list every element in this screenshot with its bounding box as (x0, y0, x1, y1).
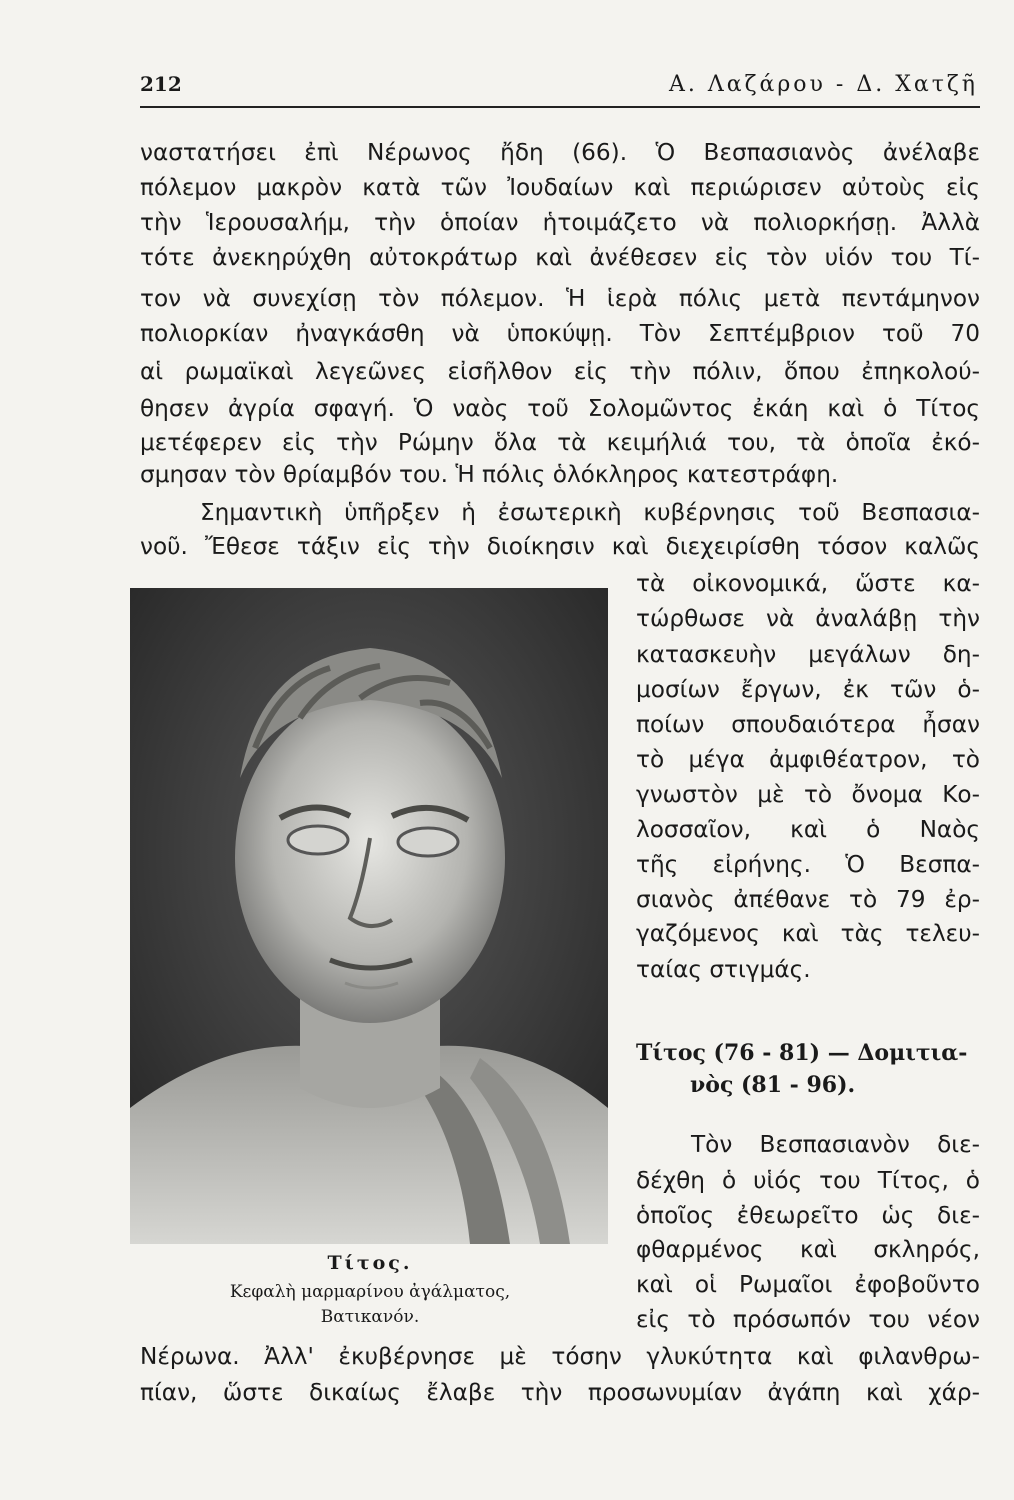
text-line: γνωστὸν μὲ τὸ ὄνομα Κο- (636, 781, 980, 808)
running-head: Α. Λαζάρου - Δ. Χατζῆ (668, 72, 978, 97)
text-line: ὁποῖος ἐθεωρεῖτο ὡς διε- (636, 1202, 980, 1229)
figure-caption-line: Βατικανόν. (320, 1307, 420, 1327)
text-line: σιανὸς ἀπέθανε τὸ 79 ἐρ- (636, 886, 980, 913)
section-heading: Τίτος (76 - 81) — Δομιτια- (636, 1040, 968, 1066)
text-line: πόλεμον μακρὸν κατὰ τῶν Ἰουδαίων καὶ περιώρισεν αὐτοὺς εἰς (140, 174, 980, 201)
text-line: θησεν ἀγρία σφαγή. Ὁ ναὸς τοῦ Σολομῶντος ἐκάη καὶ ὁ Τίτος (140, 395, 980, 422)
marble-bust-image (130, 588, 608, 1244)
figure-caption-line: Κεφαλὴ μαρμαρίνου ἀγάλματος, (229, 1282, 511, 1302)
text-line: Τὸν Βεσπασιανὸν διε- (691, 1131, 980, 1158)
text-line: Σημαντικὴ ὑπῆρξεν ἡ ἐσωτερικὴ κυβέρνησις τοῦ Βεσπασια- (200, 499, 980, 526)
text-line: εἰς τὸ πρόσωπόν του νέον (636, 1306, 980, 1333)
text-line: μοσίων ἔργων, ἐκ τῶν ὁ- (636, 676, 980, 703)
text-line: αἱ ρωμαϊκαὶ λεγεῶνες εἰσῆλθον εἰς τὴν πόλιν, ὅπου ἐπηκολού- (140, 358, 980, 385)
text-line: πίαν, ὥστε δικαίως ἔλαβε τὴν προσωνυμίαν ἀγάπη καὶ χάρ- (140, 1379, 980, 1406)
text-line: τῆς εἰρήνης. Ὁ Βεσπα- (636, 851, 980, 878)
text-line: τὰ οἰκονομικά, ὥστε κα- (636, 570, 980, 597)
text-line: ναστατήσει ἐπὶ Νέρωνος ἤδη (66). Ὁ Βεσπασιανὸς ἀνέλαβε (140, 139, 980, 166)
section-heading: νὸς (81 - 96). (690, 1072, 856, 1098)
text-line: Νέρωνα. Ἀλλ' ἐκυβέρνησε μὲ τόσην γλυκύτητα καὶ φιλανθρω- (140, 1343, 980, 1370)
figure-caption-title: Τίτος. (327, 1252, 413, 1274)
text-line: νοῦ. Ἔθεσε τάξιν εἰς τὴν διοίκησιν καὶ διεχειρίσθη τόσον καλῶς (140, 533, 980, 560)
text-line: τώρθωσε νὰ ἀναλάβῃ τὴν (636, 605, 980, 632)
text-line: φθαρμένος καὶ σκληρός, (636, 1236, 980, 1263)
text-line: καὶ οἱ Ρωμαῖοι ἐφοβοῦντο (636, 1271, 980, 1298)
text-line: λοσσαῖον, καὶ ὁ Ναὸς (636, 816, 980, 843)
text-line: γαζόμενος καὶ τὰς τελευ- (636, 920, 980, 947)
text-line: ταίας στιγμάς. (636, 956, 811, 983)
portrait-photo (130, 588, 608, 1244)
text-line: ποίων σπουδαιότερα ἦσαν (636, 711, 980, 738)
text-line: δέχθη ὁ υἱός του Τίτος, ὁ (636, 1167, 980, 1194)
text-line: τὸ μέγα ἀμφιθέατρον, τὸ (636, 746, 980, 773)
text-line: τὴν Ἱερουσαλήμ, τὴν ὁποίαν ἡτοιμάζετο νὰ πολιορκήσῃ. Ἀλλὰ (140, 209, 980, 236)
text-line: πολιορκίαν ἠναγκάσθη νὰ ὑποκύψῃ. Τὸν Σεπτέμβριον τοῦ 70 (140, 320, 980, 347)
header-rule (140, 106, 980, 108)
text-line: τον νὰ συνεχίσῃ τὸν πόλεμον. Ἡ ἱερὰ πόλις μετὰ πεντάμηνον (140, 285, 980, 312)
text-line: μετέφερεν εἰς τὴν Ρώμην ὅλα τὰ κειμήλιά του, τὰ ὁποῖα ἐκό- (140, 429, 980, 456)
page-number: 212 (140, 72, 182, 96)
text-line: σμησαν τὸν θρίαμβόν του. Ἡ πόλις ὁλόκληρος κατεστράφη. (140, 461, 839, 488)
page-header (140, 72, 978, 102)
text-line: κατασκευὴν μεγάλων δη- (636, 641, 980, 668)
text-line: τότε ἀνεκηρύχθη αὐτοκράτωρ καὶ ἀνέθεσεν εἰς τὸν υἱόν του Τί- (140, 244, 980, 271)
